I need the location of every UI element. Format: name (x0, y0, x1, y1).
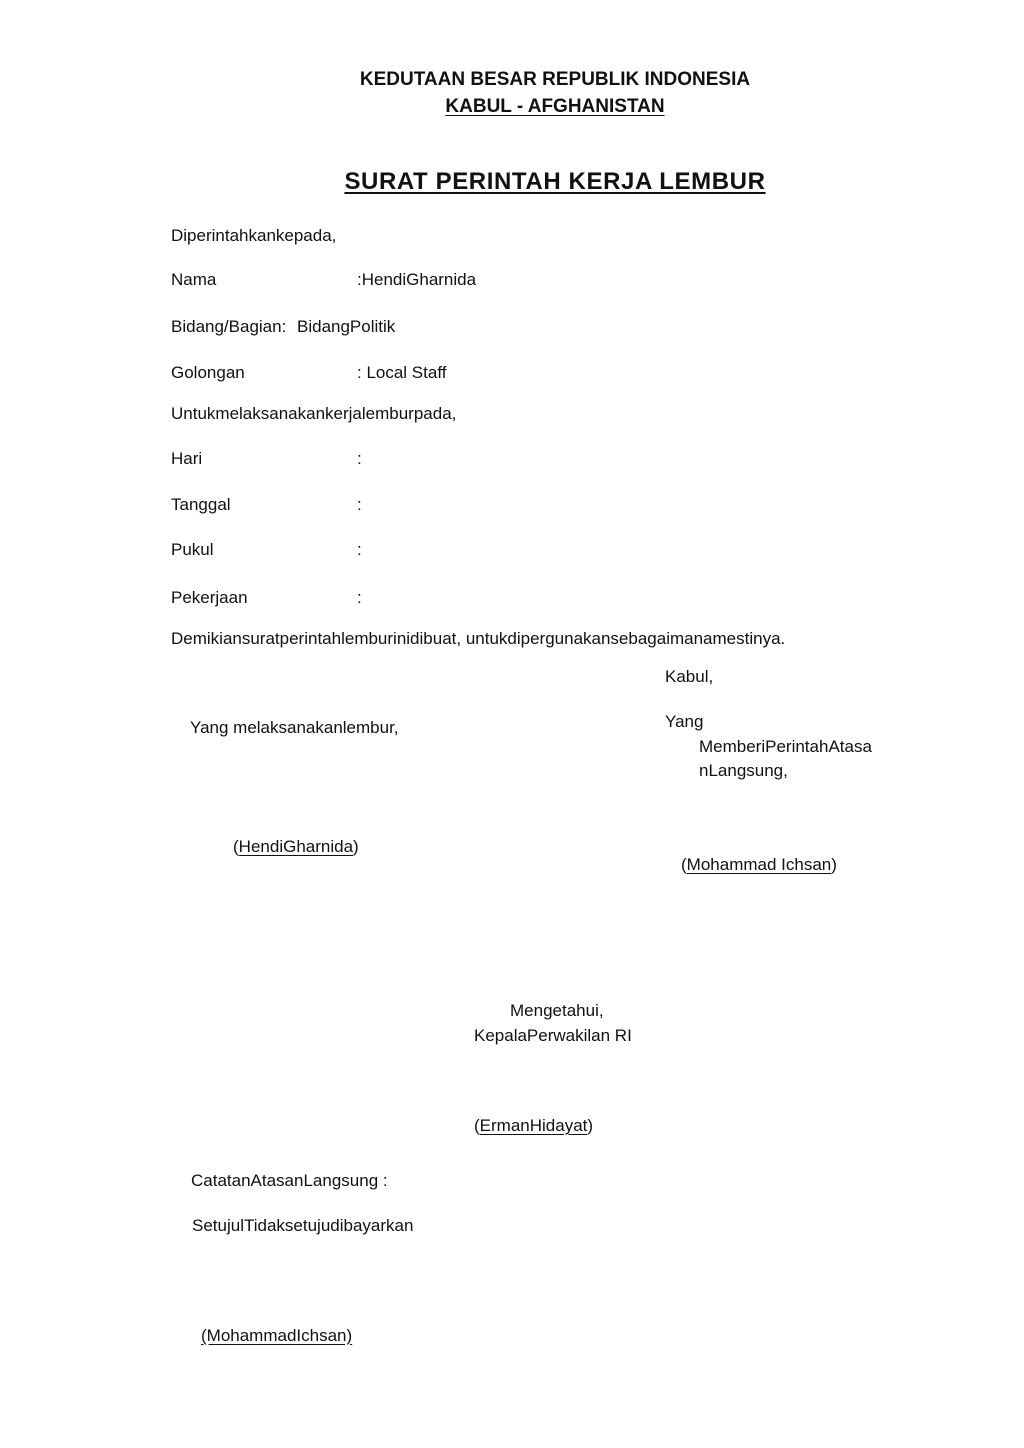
place-text: Kabul, (665, 667, 714, 686)
field-value-pukul: : (357, 540, 362, 559)
head-of-mission-signature (474, 1116, 593, 1136)
field-label-tanggal: Tanggal (171, 495, 231, 514)
closing-text: Demikiansuratperintahlemburinidibuat, untukdipergunakansebagaimanamestinya. (171, 629, 786, 648)
task-intro-text: Untukmelaksanakankerjalemburpada, (171, 404, 457, 423)
field-value-golongan: : Local Staff (357, 363, 447, 382)
field-label-pukul: Pukul (171, 540, 214, 559)
overtime-worker-signature (233, 837, 359, 857)
embassy-location (0, 96, 1024, 118)
supervisor-name: Mohammad Ichsan (686, 855, 832, 874)
supervisor-signature (681, 855, 837, 875)
approval-options: SetujulTidaksetujudibayarkan (192, 1216, 414, 1235)
field-value-bidang: BidangPolitik (297, 317, 396, 336)
head-of-mission-paren-close: ) (587, 1116, 594, 1135)
intro-text: Diperintahkankepada, (171, 226, 337, 245)
field-label-nama: Nama (171, 270, 217, 289)
notes-signature (201, 1326, 352, 1346)
embassy-name: KEDUTAAN BESAR REPUBLIK INDONESIA (359, 69, 751, 90)
overtime-worker-name: HendiGharnida (238, 837, 354, 856)
embassy-location-text: KABUL - AFGHANISTAN (445, 96, 665, 117)
field-label-pekerjaan: Pekerjaan (171, 588, 248, 607)
document-title-text: SURAT PERINTAH KERJA LEMBUR (344, 168, 766, 195)
overtime-worker-paren-open: ( (233, 837, 239, 856)
acknowledgement-line1: Mengetahui, (510, 1001, 604, 1020)
field-label-bidang: Bidang/Bagian: (171, 317, 287, 336)
head-of-mission-paren-open: ( (474, 1116, 480, 1135)
field-label-golongan: Golongan (171, 363, 245, 382)
supervisor-heading-line3: nLangsung, (699, 761, 788, 780)
field-label-hari: Hari (171, 449, 203, 468)
supervisor-paren-close: ) (831, 855, 837, 874)
field-value-hari: : (357, 449, 362, 468)
supervisor-heading-line2: MemberiPerintahAtasa (699, 737, 872, 756)
field-value-pekerjaan: : (357, 588, 362, 607)
overtime-worker-paren-close: ) (353, 837, 359, 856)
document-title (0, 168, 1024, 196)
supervisor-heading-line1: Yang (665, 712, 704, 731)
notes-signature-name: (MohammadIchsan) (201, 1326, 353, 1345)
field-value-nama: :HendiGharnida (357, 270, 477, 289)
overtime-worker-heading: Yang melaksanakanlembur, (190, 718, 399, 737)
head-of-mission-name: ErmanHidayat (479, 1116, 588, 1135)
supervisor-notes-label: CatatanAtasanLangsung : (191, 1171, 388, 1190)
field-value-tanggal: : (357, 495, 362, 514)
acknowledgement-line2: KepalaPerwakilan RI (474, 1026, 632, 1045)
supervisor-paren-open: ( (681, 855, 687, 874)
